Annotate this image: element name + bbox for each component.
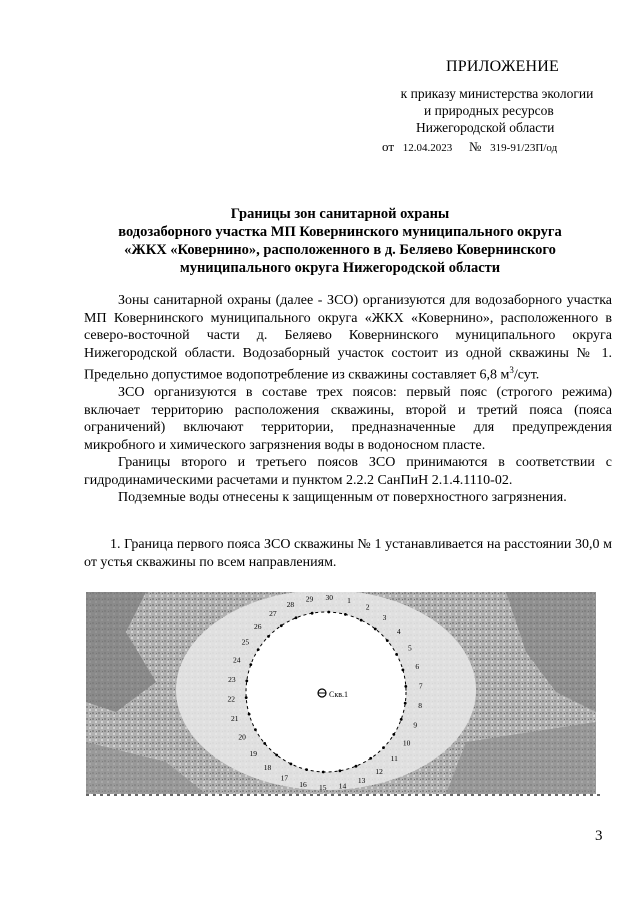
boundary-point-label: 21	[230, 714, 239, 724]
boundary-point-label: 16	[299, 780, 307, 790]
boundary-point-label: 9	[413, 720, 418, 730]
boundary-point-marker	[404, 702, 407, 705]
boundary-point-marker	[295, 616, 298, 619]
boundary-point-marker	[267, 635, 270, 638]
heading-line-3: «ЖКХ «Ковернино», расположенного в д. Беляево Ковернинского	[124, 242, 556, 258]
boundary-point-label: 18	[263, 762, 272, 772]
paragraph-3: Границы второго и третьего поясов ЗСО принимаются в соответствии с гидродинамическими расчетами и пунктом 2.2.2 СанПиН 2.1.4.1110-02.	[84, 455, 612, 488]
list-item-1: 1. Граница первого пояса ЗСО скважины № 1 устанавливается на расстоянии 30,0 м от устья скважины по всем направлениям.	[84, 537, 612, 570]
boundary-point-label: 26	[253, 622, 262, 631]
boundary-point-marker	[248, 713, 251, 716]
heading-line-2: водозаборного участка МП Ковернинского муниципального округа	[118, 224, 562, 240]
boundary-point-label: 14	[338, 781, 347, 791]
paragraph-1-text: Зоны санитарной охраны (далее - ЗСО) организуются для водозаборного участка МП Ковернинского муниципального округа «ЖКХ «Ковернино», расположенного в северо-восточной части д. Беляево Ковернинского муниципального округа Нижегородской области. Водозаборный участок состоит из одной скважины № 1. Предельно допустимое водопотребление из скважины составляет 6,8 м	[84, 293, 612, 383]
boundary-point-label: 28	[286, 599, 295, 609]
boundary-point-label: 27	[269, 609, 277, 619]
boundary-point-marker	[311, 612, 314, 615]
page-number: 3	[595, 828, 603, 844]
boundary-point-label: 4	[396, 626, 401, 636]
boundary-point-label: 11	[390, 754, 398, 763]
boundary-point-marker	[290, 763, 293, 766]
boundary-point-marker	[263, 742, 266, 745]
boundary-point-marker	[386, 639, 389, 642]
boundary-point-marker	[249, 663, 252, 666]
zone-map-svg	[86, 592, 596, 794]
boundary-point-label: 3	[382, 613, 387, 623]
boundary-point-marker	[245, 696, 248, 699]
boundary-point-label: 8	[418, 701, 422, 711]
boundary-point-label: 6	[415, 661, 420, 671]
boundary-point-marker	[382, 746, 385, 749]
body-text	[84, 292, 612, 507]
boundary-point-marker	[305, 768, 308, 771]
paragraph-1	[84, 292, 612, 384]
scan-edge-line	[86, 794, 600, 796]
boundary-point-label: 30	[325, 593, 334, 603]
boundary-point-label: 29	[305, 594, 314, 604]
well-label: Скв.1	[329, 690, 348, 699]
boundary-point-marker	[392, 733, 395, 736]
boundary-point-label: 19	[249, 749, 257, 759]
boundary-point-marker	[402, 669, 405, 672]
boundary-point-marker	[395, 653, 398, 656]
boundary-point-marker	[339, 769, 342, 772]
boundary-point-label: 2	[365, 602, 370, 612]
appendix-line-2: и природных ресурсов	[424, 103, 554, 118]
boundary-point-label: 7	[418, 681, 423, 691]
boundary-point-marker	[257, 648, 260, 651]
boundary-point-marker	[280, 624, 283, 627]
boundary-point-marker	[355, 765, 358, 768]
paragraph-4: Подземные воды отнесены к защищенным от поверхностного загрязнения.	[118, 490, 567, 506]
order-number: 319-91/23П/од	[490, 142, 558, 154]
order-date: 12.04.2023	[402, 142, 453, 154]
boundary-point-marker	[360, 619, 363, 622]
boundary-point-label: 15	[318, 782, 327, 792]
paragraph-1-end: /сут.	[513, 367, 540, 383]
boundary-point-label: 25	[241, 637, 250, 647]
boundary-point-marker	[404, 685, 407, 688]
date-label: от	[382, 139, 395, 154]
appendix-title: ПРИЛОЖЕНИЕ	[446, 58, 560, 75]
boundary-point-label: 22	[227, 694, 235, 704]
boundary-point-label: 24	[232, 655, 241, 665]
boundary-point-label: 13	[357, 776, 366, 786]
boundary-point-marker	[254, 728, 257, 731]
boundary-point-label: 1	[347, 595, 351, 605]
boundary-point-marker	[327, 611, 330, 614]
paragraph-2: ЗСО организуются в составе трех поясов: первый пояс (строгого режима) включает территорию расположения скважины, второй и третий пояса (пояса ограничений) включают территории, предназначенные для предупреждения микробного и химического загрязнения воды в водоносном пласте.	[84, 385, 612, 453]
appendix-line-3: Нижегородской области	[416, 120, 555, 135]
boundary-point-marker	[275, 754, 278, 757]
appendix-line-1: к приказу министерства экологии	[400, 86, 594, 101]
boundary-point-label: 12	[375, 766, 383, 776]
boundary-point-marker	[400, 718, 403, 721]
boundary-point-marker	[374, 628, 377, 631]
heading-line-4: муниципального округа Нижегородской области	[179, 260, 501, 276]
heading-line-1: Границы зон санитарной охраны	[230, 206, 450, 222]
boundary-point-marker	[245, 680, 248, 683]
unit-superscript: 3	[509, 365, 514, 375]
number-label: №	[469, 139, 482, 154]
boundary-point-label: 17	[280, 773, 289, 783]
order-reference	[382, 139, 563, 155]
boundary-point-label: 23	[228, 674, 236, 684]
boundary-point-marker	[322, 771, 325, 774]
boundary-point-label: 10	[402, 738, 411, 748]
boundary-point-marker	[344, 613, 347, 616]
boundary-point-marker	[369, 757, 372, 760]
boundary-point-label: 5	[408, 643, 412, 653]
boundary-point-label: 20	[238, 732, 246, 742]
zone-map-image	[86, 592, 596, 794]
document-heading	[60, 205, 620, 277]
